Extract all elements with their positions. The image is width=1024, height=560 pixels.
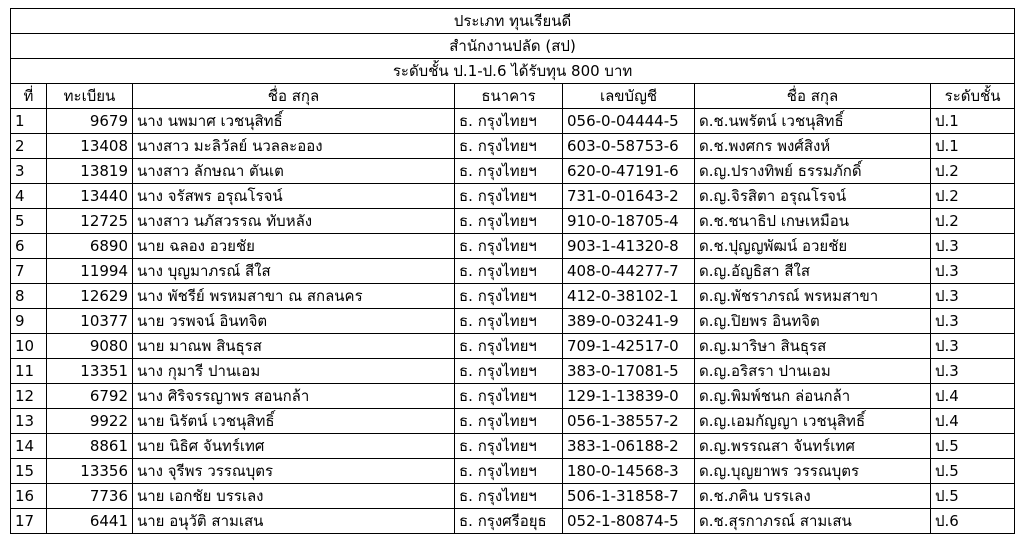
cell-no: 1 xyxy=(11,109,47,134)
cell-registration: 13819 xyxy=(47,159,133,184)
cell-parent-name: นาง นพมาศ เวชนุสิทธิ์ xyxy=(133,109,455,134)
cell-registration: 13356 xyxy=(47,459,133,484)
cell-bank: ธ. กรุงไทยฯ xyxy=(455,184,563,209)
cell-account: 056-0-04444-5 xyxy=(563,109,695,134)
cell-parent-name: นาง กุมารี ปานเอม xyxy=(133,359,455,384)
header-bank: ธนาคาร xyxy=(455,84,563,109)
table-row xyxy=(11,484,1015,509)
cell-bank: ธ. กรุงไทยฯ xyxy=(455,109,563,134)
cell-registration: 6441 xyxy=(47,509,133,534)
cell-grade-level: ป.3 xyxy=(931,284,1015,309)
cell-account: 903-1-41320-8 xyxy=(563,234,695,259)
header-registration: ทะเบียน xyxy=(47,84,133,109)
cell-parent-name: นาย เอกชัย บรรเลง xyxy=(133,484,455,509)
cell-grade-level: ป.4 xyxy=(931,384,1015,409)
cell-bank: ธ. กรุงไทยฯ xyxy=(455,159,563,184)
cell-no: 2 xyxy=(11,134,47,159)
header-row xyxy=(11,84,1015,109)
title-office: สำนักงานปลัด (สป) xyxy=(11,34,1015,59)
cell-grade-level: ป.3 xyxy=(931,334,1015,359)
cell-no: 8 xyxy=(11,284,47,309)
cell-account: 412-0-38102-1 xyxy=(563,284,695,309)
cell-account: 506-1-31858-7 xyxy=(563,484,695,509)
cell-child-name: ด.ช.ปุญญพัฒน์ อวยชัย xyxy=(695,234,931,259)
header-child-name: ชื่อ สกุล xyxy=(695,84,931,109)
cell-parent-name: นาย นิธิศ จันทร์เทศ xyxy=(133,434,455,459)
cell-bank: ธ. กรุงไทยฯ xyxy=(455,284,563,309)
cell-grade-level: ป.3 xyxy=(931,309,1015,334)
cell-bank: ธ. กรุงไทยฯ xyxy=(455,259,563,284)
cell-grade-level: ป.3 xyxy=(931,234,1015,259)
cell-bank: ธ. กรุงไทยฯ xyxy=(455,309,563,334)
cell-bank: ธ. กรุงศรีอยุธ xyxy=(455,509,563,534)
cell-account: 056-1-38557-2 xyxy=(563,409,695,434)
cell-no: 16 xyxy=(11,484,47,509)
header-account: เลขบัญชี xyxy=(563,84,695,109)
table-row xyxy=(11,184,1015,209)
cell-no: 7 xyxy=(11,259,47,284)
cell-no: 13 xyxy=(11,409,47,434)
scholarship-sheet xyxy=(10,8,1014,534)
cell-child-name: ด.ญ.อัญธิสา สีใส xyxy=(695,259,931,284)
title-scholarship-type: ประเภท ทุนเรียนดี xyxy=(11,9,1015,34)
cell-grade-level: ป.4 xyxy=(931,409,1015,434)
header-grade-level: ระดับชั้น xyxy=(931,84,1015,109)
cell-child-name: ด.ญ.พิมพ์ชนก ล่อนกล้า xyxy=(695,384,931,409)
cell-child-name: ด.ญ.พัชราภรณ์ พรหมสาขา xyxy=(695,284,931,309)
cell-registration: 9679 xyxy=(47,109,133,134)
cell-registration: 9080 xyxy=(47,334,133,359)
cell-registration: 8861 xyxy=(47,434,133,459)
cell-no: 4 xyxy=(11,184,47,209)
table-row xyxy=(11,434,1015,459)
cell-account: 383-0-17081-5 xyxy=(563,359,695,384)
cell-child-name: ด.ญ.เอมกัญญา เวชนุสิทธิ์ xyxy=(695,409,931,434)
cell-parent-name: นาง ศิริจรรญาพร สอนกล้า xyxy=(133,384,455,409)
cell-registration: 13351 xyxy=(47,359,133,384)
cell-account: 389-0-03241-9 xyxy=(563,309,695,334)
cell-grade-level: ป.2 xyxy=(931,159,1015,184)
cell-no: 9 xyxy=(11,309,47,334)
cell-bank: ธ. กรุงไทยฯ xyxy=(455,384,563,409)
cell-parent-name: นางสาว มะลิวัลย์ นวลละออง xyxy=(133,134,455,159)
cell-registration: 10377 xyxy=(47,309,133,334)
cell-no: 12 xyxy=(11,384,47,409)
cell-registration: 9922 xyxy=(47,409,133,434)
cell-parent-name: นาย วรพจน์ อินทจิต xyxy=(133,309,455,334)
cell-grade-level: ป.3 xyxy=(931,259,1015,284)
cell-bank: ธ. กรุงไทยฯ xyxy=(455,409,563,434)
cell-child-name: ด.ญ.พรรณสา จันทร์เทศ xyxy=(695,434,931,459)
cell-parent-name: นางสาว ลักษณา ตันเต xyxy=(133,159,455,184)
table-row xyxy=(11,284,1015,309)
header-no: ที่ xyxy=(11,84,47,109)
cell-parent-name: นาง บุญมาภรณ์ สีใส xyxy=(133,259,455,284)
cell-bank: ธ. กรุงไทยฯ xyxy=(455,459,563,484)
table-row xyxy=(11,409,1015,434)
cell-bank: ธ. กรุงไทยฯ xyxy=(455,209,563,234)
table-row xyxy=(11,309,1015,334)
cell-bank: ธ. กรุงไทยฯ xyxy=(455,484,563,509)
cell-account: 408-0-44277-7 xyxy=(563,259,695,284)
cell-child-name: ด.ญ.จิรสิตา อรุณโรจน์ xyxy=(695,184,931,209)
cell-child-name: ด.ช.นพรัตน์ เวชนุสิทธิ์ xyxy=(695,109,931,134)
table-row xyxy=(11,334,1015,359)
cell-child-name: ด.ญ.ปรางทิพย์ ธรรมภักดิ์ xyxy=(695,159,931,184)
cell-no: 14 xyxy=(11,434,47,459)
cell-registration: 12725 xyxy=(47,209,133,234)
title-level-amount: ระดับชั้น ป.1-ป.6 ได้รับทุน 800 บาท xyxy=(11,59,1015,84)
cell-parent-name: นาง พัชรีย์ พรหมสาขา ณ สกลนคร xyxy=(133,284,455,309)
cell-registration: 13408 xyxy=(47,134,133,159)
cell-account: 129-1-13839-0 xyxy=(563,384,695,409)
cell-no: 11 xyxy=(11,359,47,384)
cell-no: 15 xyxy=(11,459,47,484)
cell-child-name: ด.ช.พงศกร พงศ์สิงห์ xyxy=(695,134,931,159)
cell-grade-level: ป.2 xyxy=(931,209,1015,234)
cell-bank: ธ. กรุงไทยฯ xyxy=(455,434,563,459)
cell-no: 10 xyxy=(11,334,47,359)
cell-child-name: ด.ช.สุรกาภรณ์ สามเสน xyxy=(695,509,931,534)
cell-child-name: ด.ช.ชนาธิป เกษเหมือน xyxy=(695,209,931,234)
table-row xyxy=(11,359,1015,384)
cell-parent-name: นาง จรัสพร อรุณโรจน์ xyxy=(133,184,455,209)
table-row xyxy=(11,209,1015,234)
header-parent-name: ชื่อ สกุล xyxy=(133,84,455,109)
cell-grade-level: ป.6 xyxy=(931,509,1015,534)
cell-child-name: ด.ช.ภคิน บรรเลง xyxy=(695,484,931,509)
cell-bank: ธ. กรุงไทยฯ xyxy=(455,234,563,259)
cell-child-name: ด.ญ.อริสรา ปานเอม xyxy=(695,359,931,384)
cell-account: 180-0-14568-3 xyxy=(563,459,695,484)
cell-bank: ธ. กรุงไทยฯ xyxy=(455,134,563,159)
table-row xyxy=(11,384,1015,409)
table-row xyxy=(11,509,1015,534)
cell-account: 383-1-06188-2 xyxy=(563,434,695,459)
cell-registration: 12629 xyxy=(47,284,133,309)
cell-registration: 6792 xyxy=(47,384,133,409)
cell-parent-name: นาย มาณพ สินธุรส xyxy=(133,334,455,359)
cell-account: 052-1-80874-5 xyxy=(563,509,695,534)
table-row xyxy=(11,159,1015,184)
cell-child-name: ด.ญ.มาริษา สินธุรส xyxy=(695,334,931,359)
cell-parent-name: นาย นิรัตน์ เวชนุสิทธิ์ xyxy=(133,409,455,434)
cell-grade-level: ป.5 xyxy=(931,459,1015,484)
cell-registration: 6890 xyxy=(47,234,133,259)
cell-grade-level: ป.1 xyxy=(931,109,1015,134)
cell-account: 603-0-58753-6 xyxy=(563,134,695,159)
scholarship-table xyxy=(10,8,1015,534)
cell-no: 3 xyxy=(11,159,47,184)
cell-account: 731-0-01643-2 xyxy=(563,184,695,209)
table-row xyxy=(11,234,1015,259)
cell-parent-name: นาย ฉลอง อวยชัย xyxy=(133,234,455,259)
cell-registration: 11994 xyxy=(47,259,133,284)
table-row xyxy=(11,134,1015,159)
cell-grade-level: ป.5 xyxy=(931,484,1015,509)
cell-bank: ธ. กรุงไทยฯ xyxy=(455,334,563,359)
cell-account: 910-0-18705-4 xyxy=(563,209,695,234)
cell-grade-level: ป.3 xyxy=(931,359,1015,384)
cell-account: 709-1-42517-0 xyxy=(563,334,695,359)
cell-no: 17 xyxy=(11,509,47,534)
cell-child-name: ด.ญ.บุญยาพร วรรณบุตร xyxy=(695,459,931,484)
table-row xyxy=(11,459,1015,484)
cell-grade-level: ป.2 xyxy=(931,184,1015,209)
cell-grade-level: ป.5 xyxy=(931,434,1015,459)
cell-registration: 7736 xyxy=(47,484,133,509)
cell-no: 5 xyxy=(11,209,47,234)
table-row xyxy=(11,259,1015,284)
cell-parent-name: นาย อนุวัติ สามเสน xyxy=(133,509,455,534)
cell-bank: ธ. กรุงไทยฯ xyxy=(455,359,563,384)
cell-parent-name: นางสาว นภัสวรรณ ทับหลัง xyxy=(133,209,455,234)
cell-account: 620-0-47191-6 xyxy=(563,159,695,184)
cell-registration: 13440 xyxy=(47,184,133,209)
cell-grade-level: ป.1 xyxy=(931,134,1015,159)
cell-no: 6 xyxy=(11,234,47,259)
cell-parent-name: นาง จุรีพร วรรณบุตร xyxy=(133,459,455,484)
cell-child-name: ด.ญ.ปิยพร อินทจิต xyxy=(695,309,931,334)
table-row xyxy=(11,109,1015,134)
